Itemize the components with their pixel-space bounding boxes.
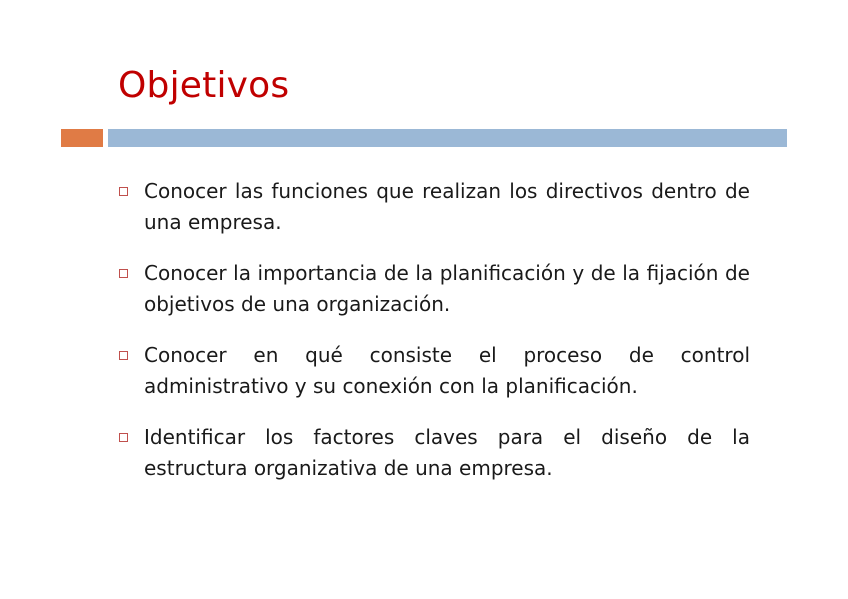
bullet-item [118, 258, 750, 320]
bullet-text: Identificar los factores claves para el diseño de la estructura organizativa de una empresa. [144, 425, 750, 480]
bullet-item [118, 340, 750, 402]
bullet-text: Conocer la importancia de la planificación y de la fijación de objetivos de una organización. [144, 261, 750, 316]
bullet-text: Conocer en qué consiste el proceso de control administrativo y su conexión con la planificación. [144, 343, 750, 398]
hollow-square-icon [119, 269, 128, 278]
title-divider-bar [108, 129, 787, 147]
bullet-text: Conocer las funciones que realizan los directivos dentro de una empresa. [144, 179, 750, 234]
title-accent-bar [61, 129, 103, 147]
hollow-square-icon [119, 351, 128, 360]
hollow-square-icon [119, 187, 128, 196]
hollow-square-icon [119, 433, 128, 442]
bullet-list [118, 176, 750, 504]
bullet-item [118, 422, 750, 484]
slide-title: Objetivos [118, 65, 290, 106]
bullet-item [118, 176, 750, 238]
